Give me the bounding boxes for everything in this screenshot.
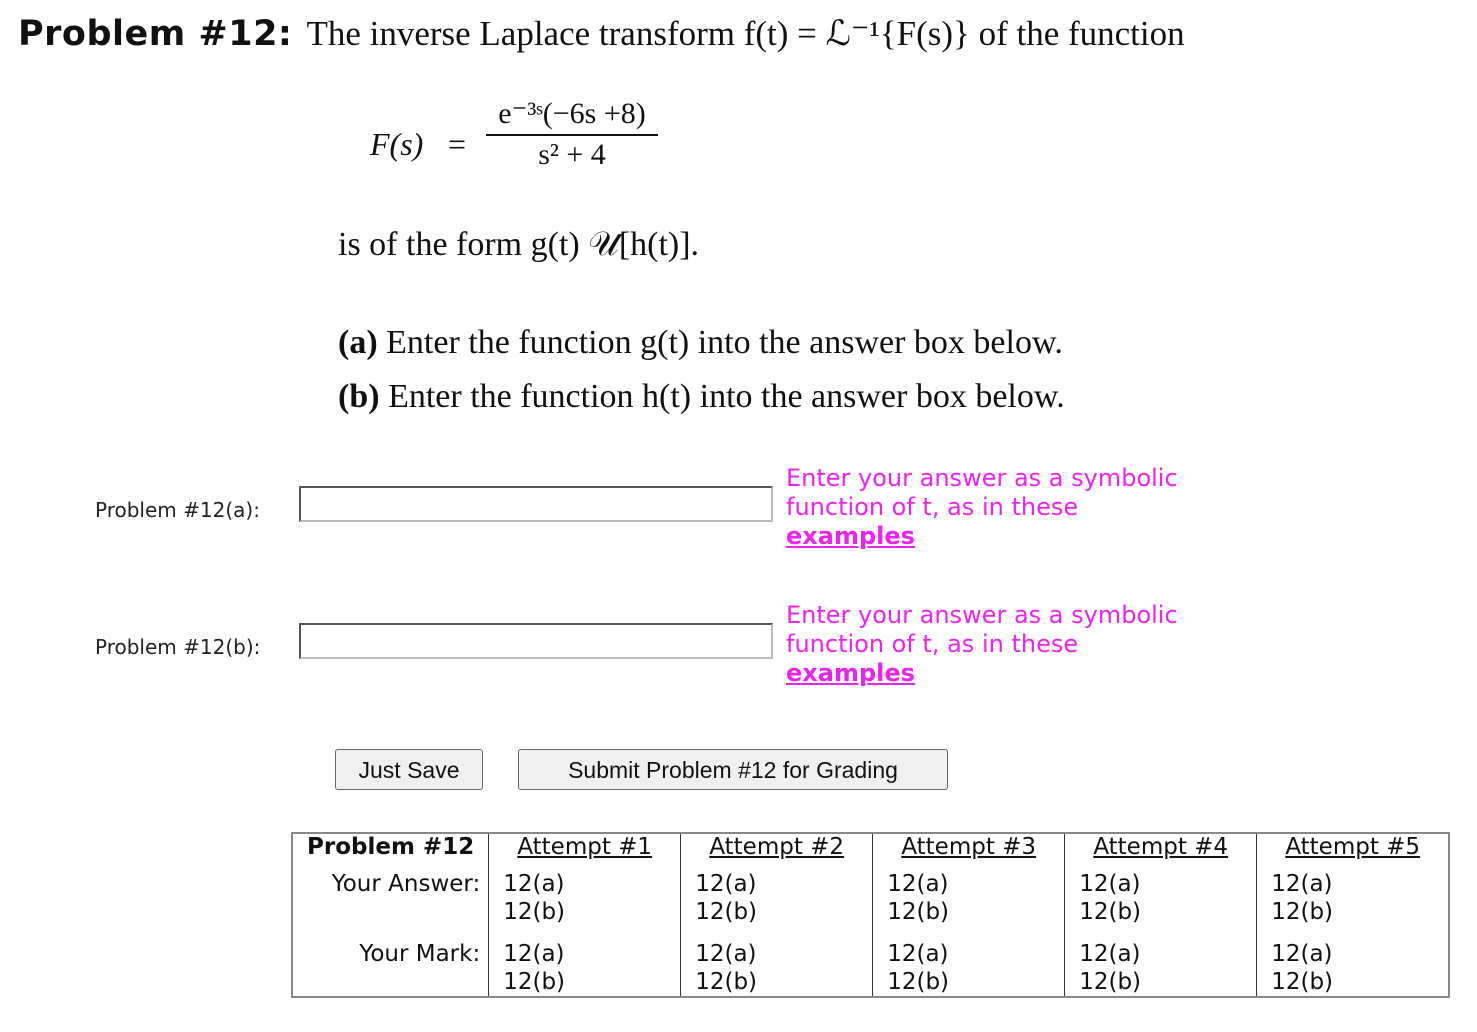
sub-a: 12(a) — [1079, 871, 1141, 897]
your-mark-label: Your Mark: — [359, 941, 481, 967]
sub-a: 12(a) — [1079, 941, 1141, 967]
attempts-table — [291, 832, 1450, 998]
attempts-table-title: Problem #12 — [307, 834, 475, 860]
function-lhs: F(s) — [370, 126, 424, 162]
mark-cell — [873, 926, 1065, 997]
sub-a: 12(a) — [1271, 941, 1333, 967]
sub-b: 12(b) — [1271, 969, 1334, 995]
just-save-button[interactable]: Just Save — [335, 749, 483, 790]
sub-b: 12(b) — [1079, 899, 1142, 925]
part-a-instruction — [338, 324, 1063, 362]
answer-cell — [1065, 870, 1257, 926]
hint-text: Enter your answer as a symbolic function of t, as in these — [786, 601, 1178, 658]
sub-b: 12(b) — [1271, 899, 1334, 925]
attempt-3-link[interactable]: Attempt #3 — [901, 834, 1037, 860]
answer-b-input[interactable] — [299, 623, 773, 659]
sub-b: 12(b) — [695, 969, 758, 995]
attempt-4-header — [1065, 833, 1257, 870]
problem-label: Problem #12: — [18, 14, 293, 54]
your-answer-row — [292, 870, 1449, 926]
problem-heading — [18, 14, 1185, 54]
sub-b: 12(b) — [887, 969, 950, 995]
answer-b-hint — [786, 601, 1206, 688]
part-b-label: (b) — [338, 378, 380, 415]
your-answer-label: Your Answer: — [331, 871, 481, 897]
attempt-2-header — [681, 833, 873, 870]
fraction-denominator: s² + 4 — [538, 138, 606, 171]
sub-a: 12(a) — [1271, 871, 1333, 897]
fraction-bar — [486, 134, 658, 136]
fraction-numerator: e⁻³ˢ(−6s +8) — [498, 97, 646, 130]
sub-b: 12(b) — [1079, 969, 1142, 995]
sub-a: 12(a) — [695, 871, 757, 897]
submit-grading-button[interactable]: Submit Problem #12 for Grading — [518, 749, 948, 790]
part-b-text: Enter the function h(t) into the answer box below. — [388, 378, 1065, 415]
sub-a: 12(a) — [887, 941, 949, 967]
answer-a-hint — [786, 464, 1206, 551]
mark-cell — [681, 926, 873, 997]
mark-cell — [489, 926, 681, 997]
attempt-5-header — [1257, 833, 1450, 870]
attempts-header-row — [292, 833, 1449, 870]
your-mark-row — [292, 926, 1449, 997]
problem-intro: The inverse Laplace transform f(t) = ℒ⁻¹{F(s)} of the function — [306, 14, 1185, 53]
part-a-label: (a) — [338, 324, 378, 361]
part-b-instruction — [338, 378, 1065, 416]
sub-a: 12(a) — [503, 941, 565, 967]
sub-b: 12(b) — [503, 969, 566, 995]
part-a-text: Enter the function g(t) into the answer box below. — [386, 324, 1063, 361]
fraction — [486, 96, 658, 170]
attempt-5-link[interactable]: Attempt #5 — [1285, 834, 1421, 860]
examples-link[interactable]: examples — [786, 522, 915, 550]
answer-cell — [873, 870, 1065, 926]
attempt-3-header — [873, 833, 1065, 870]
answer-a-label: Problem #12(a): — [95, 498, 260, 522]
sub-b: 12(b) — [887, 899, 950, 925]
attempt-2-link[interactable]: Attempt #2 — [709, 834, 845, 860]
answer-cell — [489, 870, 681, 926]
sub-b: 12(b) — [503, 899, 566, 925]
answer-cell — [681, 870, 873, 926]
attempt-1-header — [489, 833, 681, 870]
form-statement: is of the form g(t) 𝒰[h(t)]. — [338, 226, 700, 263]
answer-cell — [1257, 870, 1450, 926]
hint-text: Enter your answer as a symbolic function of t, as in these — [786, 464, 1178, 521]
mark-cell — [1257, 926, 1450, 997]
sub-a: 12(a) — [887, 871, 949, 897]
sub-a: 12(a) — [503, 871, 565, 897]
attempt-4-link[interactable]: Attempt #4 — [1093, 834, 1229, 860]
answer-a-input[interactable] — [299, 486, 773, 522]
sub-a: 12(a) — [695, 941, 757, 967]
attempt-1-link[interactable]: Attempt #1 — [517, 834, 653, 860]
mark-cell — [1065, 926, 1257, 997]
answer-b-label: Problem #12(b): — [95, 635, 261, 659]
sub-b: 12(b) — [695, 899, 758, 925]
examples-link[interactable]: examples — [786, 659, 915, 687]
equals-sign: = — [448, 126, 467, 162]
